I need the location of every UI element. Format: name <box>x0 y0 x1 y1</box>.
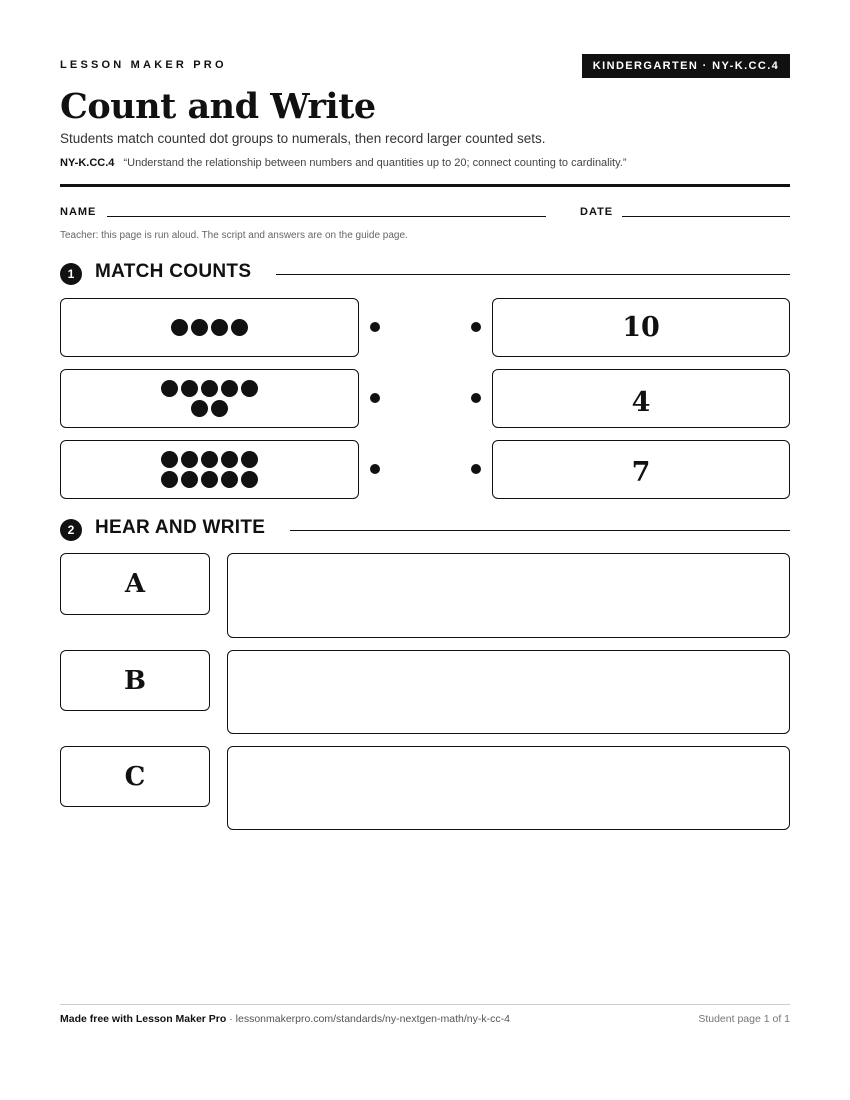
match-point-left-2[interactable] <box>370 393 380 403</box>
dot-row <box>161 471 258 488</box>
item-letter: A <box>124 569 146 599</box>
match-point-right-3[interactable] <box>471 464 481 474</box>
numeral: 10 <box>622 312 660 343</box>
dot-group <box>61 370 358 427</box>
numeral-box-1 <box>492 298 790 357</box>
section-match-counts-header <box>60 261 790 285</box>
page-subtitle: Students match counted dot groups to numerals, then record larger counted sets. <box>60 131 546 146</box>
item-letter-box-a <box>60 553 210 615</box>
name-field[interactable] <box>107 216 546 217</box>
name-label: NAME <box>60 206 97 218</box>
dot-row <box>161 451 258 468</box>
dot-row <box>191 400 228 417</box>
brand-name: LESSON MAKER PRO <box>60 59 227 71</box>
count-dot <box>161 451 178 468</box>
footer-separator: · <box>226 1013 236 1025</box>
count-dot <box>191 400 208 417</box>
standard-text: “Understand the relationship between numbers and quantities up to 20; connect counting to cardinality.” <box>123 157 627 169</box>
count-dot <box>181 471 198 488</box>
item-letter: B <box>124 665 146 696</box>
count-dot <box>241 451 258 468</box>
header-divider <box>60 184 790 187</box>
match-point-right-1[interactable] <box>471 322 481 332</box>
answer-box-b[interactable] <box>227 650 790 734</box>
section-number-badge: 1 <box>60 263 82 285</box>
count-dot <box>231 319 248 336</box>
section-hear-and-write-header <box>60 517 790 541</box>
numeral-box-2 <box>492 369 790 428</box>
count-dot <box>221 451 238 468</box>
count-dot <box>161 380 178 397</box>
count-dot <box>181 380 198 397</box>
answer-box-a[interactable] <box>227 553 790 638</box>
section-number-badge: 2 <box>60 519 82 541</box>
footer-divider <box>60 1004 790 1005</box>
footer-made-with: Made free with Lesson Maker Pro <box>60 1013 227 1025</box>
match-point-left-3[interactable] <box>370 464 380 474</box>
dot-row <box>161 380 258 397</box>
grade-badge: KINDERGARTEN · NY-K.CC.4 <box>582 54 790 78</box>
section-title: MATCH COUNTS <box>95 261 252 282</box>
match-point-right-2[interactable] <box>471 393 481 403</box>
section-title: HEAR AND WRITE <box>95 517 266 538</box>
numeral: 7 <box>631 457 651 488</box>
count-dot <box>171 319 188 336</box>
count-dot <box>221 380 238 397</box>
dot-group-box-2 <box>60 369 359 428</box>
dot-group-box-3 <box>60 440 359 499</box>
date-field[interactable] <box>622 216 790 217</box>
count-dot <box>241 471 258 488</box>
count-dot <box>241 380 258 397</box>
footer-url[interactable]: lessonmakerpro.com/standards/ny-nextgen-math/ny-k-cc-4 <box>235 1013 510 1025</box>
count-dot <box>211 400 228 417</box>
count-dot <box>161 471 178 488</box>
date-label: DATE <box>580 206 614 218</box>
dot-group <box>61 441 358 498</box>
count-dot <box>181 451 198 468</box>
footer-credit <box>60 1013 510 1025</box>
item-letter-box-c <box>60 746 210 807</box>
count-dot <box>191 319 208 336</box>
numeral-box-3 <box>492 440 790 499</box>
item-letter: C <box>124 761 146 792</box>
section-divider <box>276 274 790 275</box>
footer-page-number: Student page 1 of 1 <box>698 1013 790 1025</box>
teacher-note: Teacher: this page is run aloud. The script and answers are on the guide page. <box>60 230 408 241</box>
page-title: Count and Write <box>60 86 376 127</box>
item-letter-box-b <box>60 650 210 711</box>
count-dot <box>201 380 218 397</box>
dot-group-box-1 <box>60 298 359 357</box>
count-dot <box>211 319 228 336</box>
dot-row <box>171 319 248 336</box>
answer-box-c[interactable] <box>227 746 790 830</box>
section-divider <box>290 530 790 531</box>
dot-group <box>61 299 358 356</box>
count-dot <box>201 471 218 488</box>
numeral: 4 <box>631 387 651 418</box>
standard-statement <box>60 157 627 169</box>
standard-code: NY-K.CC.4 <box>60 157 115 169</box>
count-dot <box>221 471 238 488</box>
match-point-left-1[interactable] <box>370 322 380 332</box>
count-dot <box>201 451 218 468</box>
